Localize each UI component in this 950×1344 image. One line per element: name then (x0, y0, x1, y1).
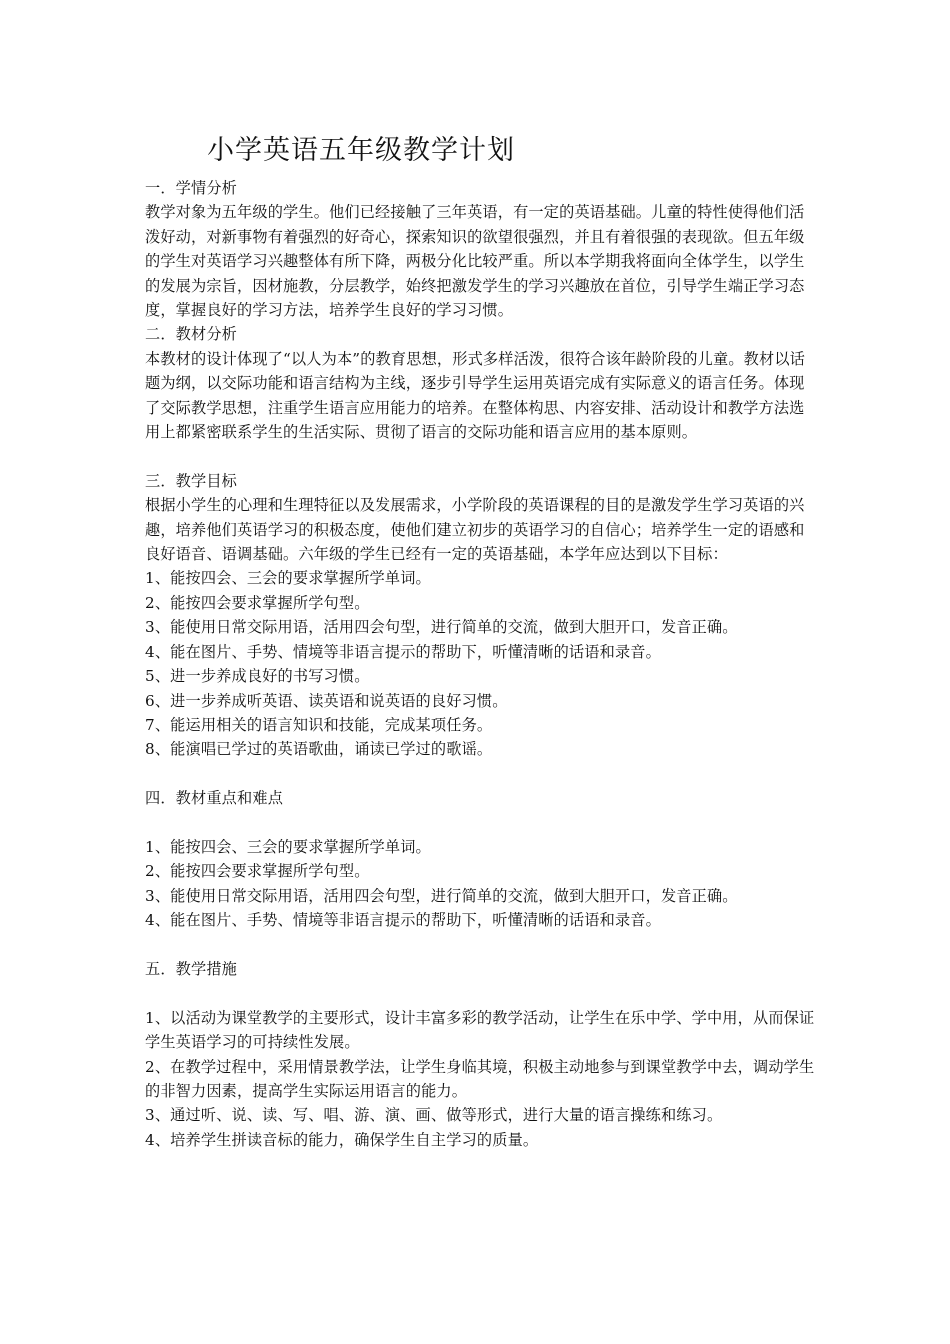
list-item: 4、能在图片、手势、情境等非语言提示的帮助下，听懂清晰的话语和录音。 (145, 911, 661, 930)
list-item: 2、能按四会要求掌握所学句型。 (145, 593, 370, 612)
section-paragraph-materials: 本教材的设计体现了“以人为本”的教育思想，形式多样活泼，很符合该年龄阶段的儿童。教材以话题为纲，以交际功能和语言结构为主线，逐步引导学生运用英语完成有实际意义的语言任务。体现了交际教学思想，注重学生语言应用能力的培养。在整体构思、内容安排、活动设计和教学方法选用上都紧密联系学生的生活实际、贯彻了语言的交际功能和语言应用的基本原则。 (145, 349, 806, 442)
list-item: 2、能按四会要求掌握所学句型。 (145, 862, 370, 881)
list-item: 6、进一步养成听英语、读英语和说英语的良好习惯。 (145, 691, 508, 710)
list-item: 4、能在图片、手势、情境等非语言提示的帮助下，听懂清晰的话语和录音。 (145, 642, 661, 661)
list-item: 8、能演唱已学过的英语歌曲，诵读已学过的歌谣。 (145, 740, 493, 759)
section-heading-situation: 一．学情分析 (145, 179, 238, 197)
measures-list (145, 1006, 817, 1152)
list-item: 2、在教学过程中，采用情景教学法，让学生身临其境，积极主动地参与到课堂教学中去，调动学生的非智力因素，提高学生实际运用语言的能力。 (145, 1057, 815, 1100)
section-heading-materials: 二．教材分析 (145, 325, 238, 344)
list-item: 1、能按四会、三会的要求掌握所学单词。 (145, 837, 431, 856)
blank-line (145, 444, 817, 468)
list-item: 4、培养学生拼读音标的能力，确保学生自主学习的质量。 (145, 1130, 539, 1149)
blank-line (145, 762, 817, 786)
document-body (145, 176, 817, 1152)
section-heading-key-points: 四．教材重点和难点 (145, 789, 284, 808)
list-item: 3、能使用日常交际用语，活用四会句型，进行简单的交流，做到大胆开口，发音正确。 (145, 886, 738, 905)
section-paragraph-goals: 根据小学生的心理和生理特征以及发展需求，小学阶段的英语课程的目的是激发学生学习英语的兴趣，培养他们英语学习的积极态度，使他们建立初步的英语学习的自信心；培养学生一定的语感和良好语音、语调基础。六年级的学生已经有一定的英语基础，本学年应达到以下目标： (145, 496, 805, 564)
blank-line (145, 981, 817, 1005)
list-item: 7、能运用相关的语言知识和技能，完成某项任务。 (145, 715, 493, 734)
blank-line (145, 811, 817, 835)
goals-list (145, 566, 817, 761)
list-item: 5、进一步养成良好的书写习惯。 (145, 667, 370, 686)
section-heading-goals: 三．教学目标 (145, 471, 238, 490)
section-paragraph-situation: 教学对象为五年级的学生。他们已经接触了三年英语，有一定的英语基础。儿童的特性使得他们活泼好动，对新事物有着强烈的好奇心，探索知识的欲望很强烈，并且有着很强的表现欲。但五年级的学生对英语学习兴趣整体有所下降，两极分化比较严重。所以本学期我将面向全体学生，以学生的发展为宗旨，因材施教，分层教学，始终把激发学生的学习兴趣放在首位，引导学生端正学习态度，掌握良好的学习方法，培养学生良好的学习习惯。 (145, 203, 805, 320)
list-item: 3、能使用日常交际用语，活用四会句型，进行简单的交流，做到大胆开口，发音正确。 (145, 618, 738, 637)
document-title: 小学英语五年级教学计划 (207, 135, 515, 166)
list-item: 1、以活动为课堂教学的主要形式，设计丰富多彩的教学活动，让学生在乐中学、学中用，从而保证学生英语学习的可持续性发展。 (145, 1008, 815, 1052)
section-heading-measures: 五．教学措施 (145, 959, 238, 978)
key-points-list (145, 835, 817, 933)
list-item: 1、能按四会、三会的要求掌握所学单词。 (145, 569, 431, 588)
blank-line (145, 933, 817, 957)
list-item: 3、通过听、说、读、写、唱、游、演、画、做等形式，进行大量的语言操练和练习。 (145, 1106, 723, 1125)
